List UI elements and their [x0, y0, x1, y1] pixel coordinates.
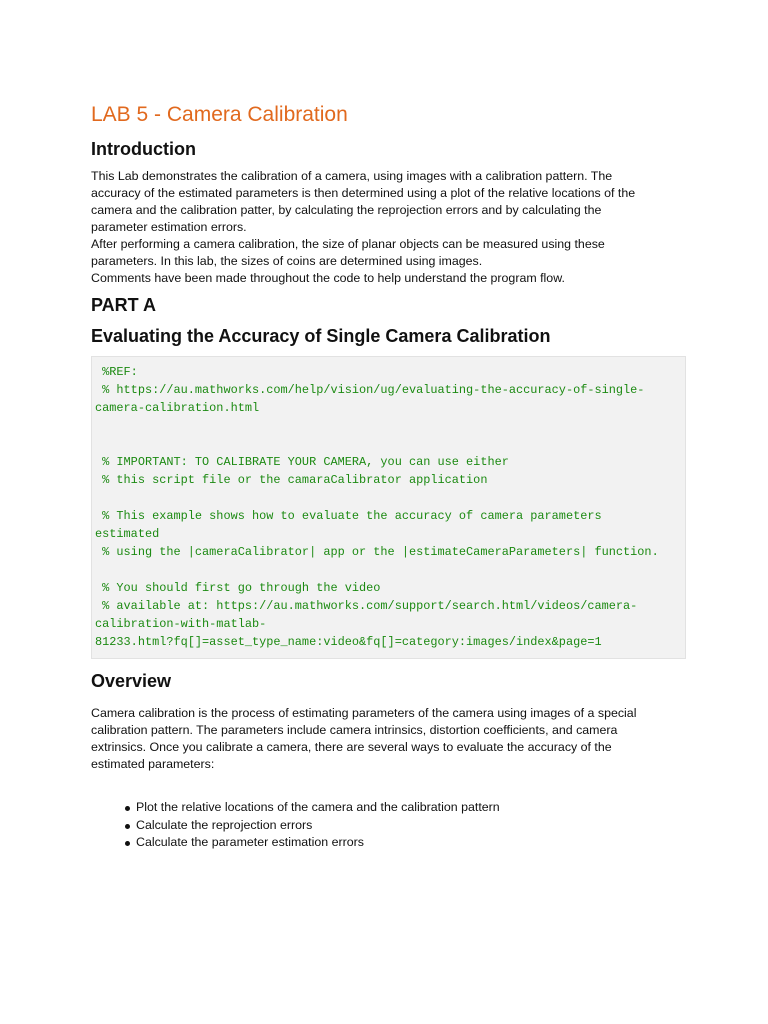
code-line: % using the |cameraCalibrator| app or the |estimateCameraParameters| function. — [95, 545, 659, 559]
overview-bullet-list — [91, 799, 686, 852]
text-line: Camera calibration is the process of estimating parameters of the camera using images of a special — [91, 706, 637, 720]
overview-text — [91, 705, 686, 773]
code-line: % available at: https://au.mathworks.com/support/search.html/videos/camera- — [95, 599, 638, 613]
bullet-icon — [125, 841, 130, 846]
text-line: Comments have been made throughout the code to help understand the program flow. — [91, 271, 565, 285]
code-line: calibration-with-matlab- — [95, 617, 267, 631]
code-line: estimated — [95, 527, 160, 541]
code-line: % this script file or the camaraCalibrator application — [95, 473, 488, 487]
text-line: parameters. In this lab, the sizes of coins are determined using images. — [91, 254, 483, 268]
text-line: parameter estimation errors. — [91, 220, 247, 234]
code-block — [91, 356, 686, 659]
code-line — [95, 561, 682, 579]
list-item — [125, 799, 686, 817]
list-item — [125, 834, 686, 852]
text-line: camera and the calibration patter, by calculating the reprojection errors and by calculating the — [91, 203, 602, 217]
code-line — [95, 489, 682, 507]
text-line: This Lab demonstrates the calibration of a camera, using images with a calibration pattern. The — [91, 169, 613, 183]
text-line: After performing a camera calibration, the size of planar objects can be measured using these — [91, 237, 605, 251]
text-line: calibration pattern. The parameters include camera intrinsics, distortion coefficients, and camera — [91, 723, 618, 737]
overview-heading: Overview — [91, 671, 172, 691]
code-line: % This example shows how to evaluate the accuracy of camera parameters — [95, 509, 602, 523]
code-line: % https://au.mathworks.com/help/vision/ug/evaluating-the-accuracy-of-single- — [95, 383, 645, 397]
list-item — [125, 817, 686, 835]
evaluating-heading: Evaluating the Accuracy of Single Camera Calibration — [91, 326, 551, 346]
text-line: accuracy of the estimated parameters is then determined using a plot of the relative locations of the — [91, 186, 636, 200]
part-a-heading: PART A — [91, 295, 156, 315]
bullet-icon — [125, 824, 130, 829]
code-line — [95, 435, 682, 453]
code-line: % You should first go through the video — [95, 581, 381, 595]
introduction-text — [91, 168, 686, 287]
bullet-icon — [125, 806, 130, 811]
code-line: 81233.html?fq[]=asset_type_name:video&fq[]=category:images/index&page=1 — [95, 635, 602, 649]
text-line: extrinsics. Once you calibrate a camera, there are several ways to evaluate the accuracy of the — [91, 740, 612, 754]
list-item-text: Calculate the reprojection errors — [136, 817, 313, 832]
document-page — [91, 100, 686, 852]
list-item-text: Calculate the parameter estimation errors — [136, 835, 364, 849]
introduction-heading: Introduction — [91, 139, 196, 159]
document-title: LAB 5 - Camera Calibration — [91, 103, 348, 126]
text-line: estimated parameters: — [91, 757, 215, 771]
code-line: %REF: — [95, 365, 138, 379]
list-item-text: Plot the relative locations of the camera and the calibration pattern — [136, 800, 500, 814]
code-line: % IMPORTANT: TO CALIBRATE YOUR CAMERA, you can use either — [95, 455, 509, 469]
code-line — [95, 417, 682, 435]
code-line: camera-calibration.html — [95, 401, 260, 415]
